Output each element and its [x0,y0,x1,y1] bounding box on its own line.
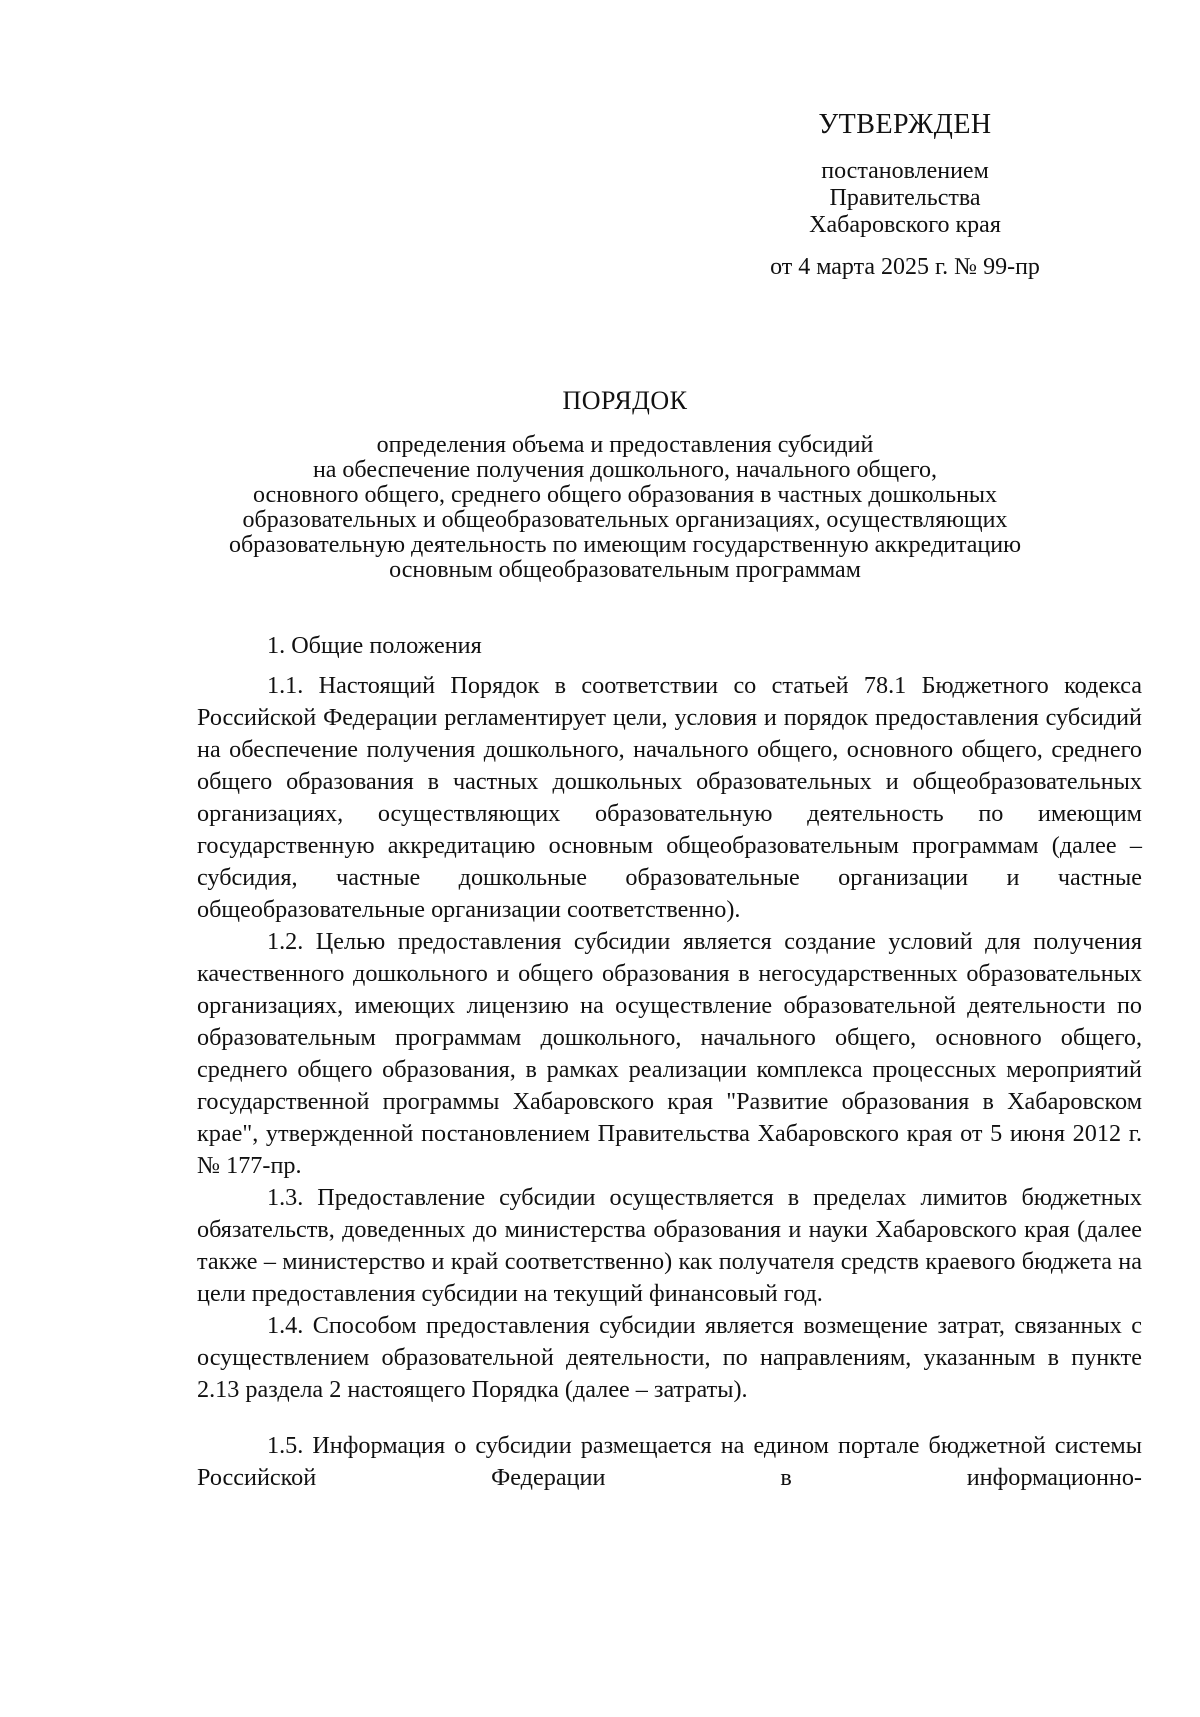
title-line: образовательных и общеобразовательных организациях, осуществляющих [242,507,1008,533]
document-type: ПОРЯДОК [562,386,688,415]
paragraph-1-3: 1.3. Предоставление субсидии осуществляется в пределах лимитов бюджетных обязательств, доведенных до министерства образования и науки Хабаровского края (далее также – министерство и край соответственно) как получателя средств краевого бюджета на цели предоставления субсидии на текущий финансовый год. [197,1184,1142,1307]
approval-line: постановлением [821,158,989,184]
title-line: определения объема и предоставления субсидий [376,432,874,458]
paragraph-1-2: 1.2. Целью предоставления субсидии является создание условий для получения качественного дошкольного и общего образования в негосударственных образовательных организациях, имеющих лицензию на осуществление образовательной деятельности по образовательным программам дошкольного, начального общего, основного общего, среднего общего образования, в рамках реализации комплекса процессных мероприятий государственной программы Хабаровского края "Развитие образования в Хабаровском крае", утвержденной постановлением Правительства Хабаровского края от 5 июня 2012 г. № 177-пр. [197,928,1142,1179]
approval-date: от 4 марта 2025 г. № 99-пр [770,254,1040,280]
paragraph-1-4: 1.4. Способом предоставления субсидии является возмещение затрат, связанных с осуществлением образовательной деятельности, по направлениям, указанным в пункте 2.13 раздела 2 настоящего Порядка (далее – затраты). [197,1312,1142,1403]
approval-line: Хабаровского края [809,212,1001,238]
title-line: основного общего, среднего общего образования в частных дошкольных [252,482,998,508]
title-line: на обеспечение получения дошкольного, начального общего, [312,457,938,483]
document-title [175,385,1075,583]
title-line: образовательную деятельность по имеющим государственную аккредитацию [228,532,1022,558]
approval-stamp: УТВЕРЖДЕН [818,109,992,140]
paragraph-1-5: 1.5. Информация о субсидии размещается на едином портале бюджетной системы Российской Федерации в информационно- [197,1432,1142,1492]
paragraph-1-1: 1.1. Настоящий Порядок в соответствии со статьей 78.1 Бюджетного кодекса Российской Федерации регламентирует цели, условия и порядок предоставления субсидий на обеспечение получения дошкольного, начального общего, основного общего, среднего общего образования в частных дошкольных образовательных и общеобразовательных организациях, осуществляющих образовательную деятельность по имеющим государственную аккредитацию основным общеобразовательным программам (далее – субсидия, частные дошкольные образовательные организации и частные общеобразовательные организации соответственно). [197,672,1142,923]
document-body [197,630,1142,1518]
approval-block [740,108,1070,281]
approval-line: Правительства [829,185,981,211]
title-line: основным общеобразовательным программам [389,557,861,583]
section-heading: 1. Общие положения [267,632,482,659]
